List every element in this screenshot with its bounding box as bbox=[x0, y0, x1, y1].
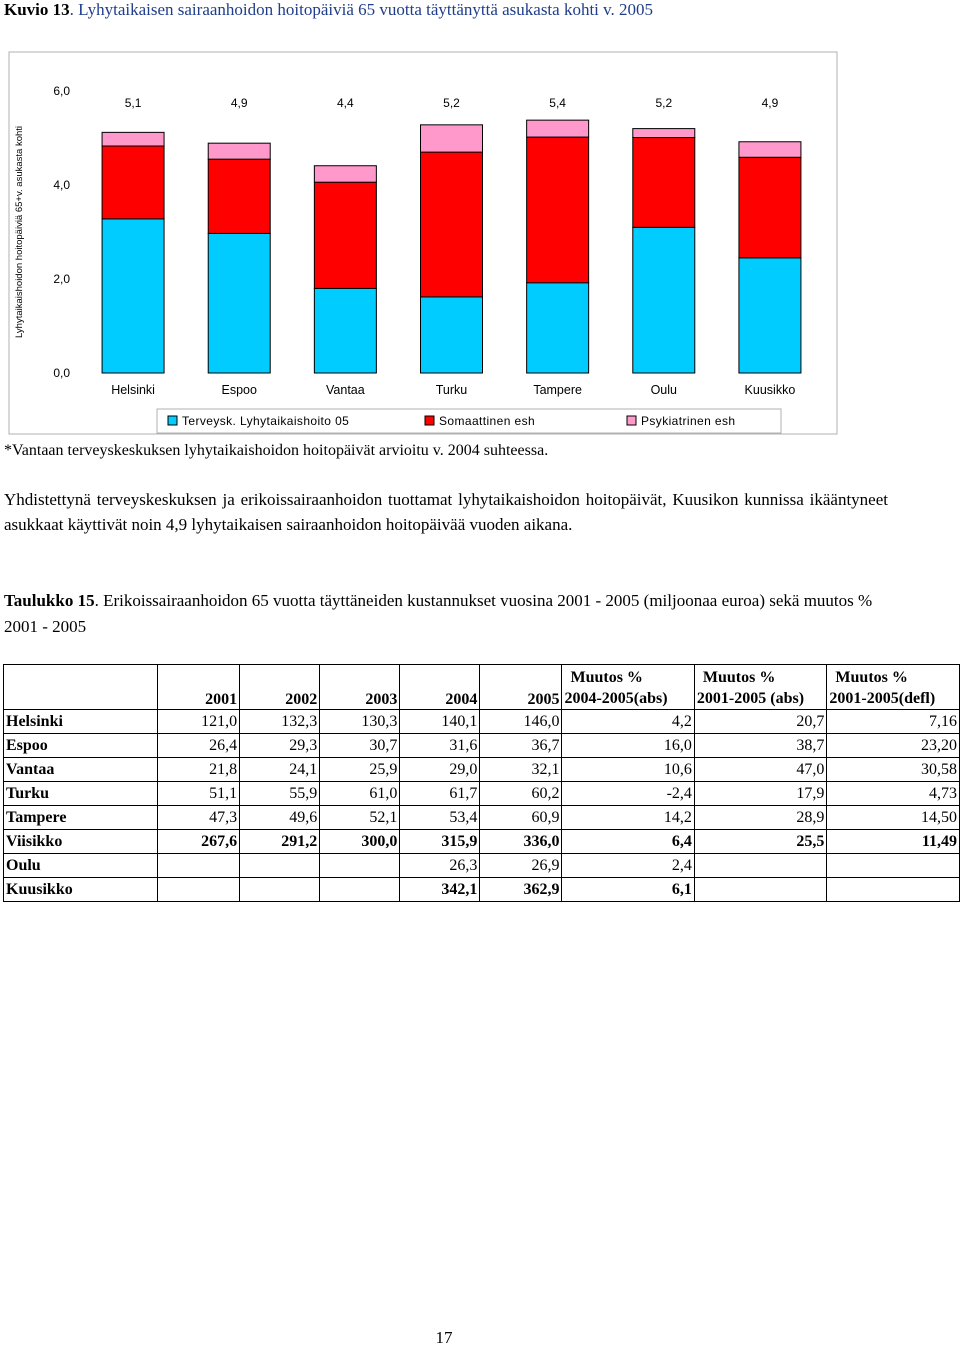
table-row bbox=[4, 782, 960, 806]
cost-table bbox=[3, 664, 960, 902]
y-tick-label: 6,0 bbox=[53, 84, 70, 98]
table-row bbox=[4, 830, 960, 854]
total-label: 5,2 bbox=[443, 96, 460, 110]
x-tick-label: Helsinki bbox=[111, 383, 155, 397]
legend-swatch bbox=[627, 416, 636, 425]
table-cell: 267,6 bbox=[158, 830, 240, 854]
header-muutos-line1: Muutos % bbox=[702, 669, 776, 686]
bar-psykiatrinen bbox=[527, 120, 589, 137]
header-year: 2001 bbox=[158, 665, 240, 710]
bar-terveysk bbox=[314, 288, 376, 373]
header-muutos-line1: Muutos % bbox=[570, 669, 643, 686]
table-cell: 20,7 bbox=[694, 710, 827, 734]
row-name: Helsinki bbox=[4, 710, 158, 734]
table-cell: 49,6 bbox=[240, 806, 320, 830]
header-year: 2002 bbox=[240, 665, 320, 710]
table-cell: 21,8 bbox=[158, 758, 240, 782]
table-cell bbox=[694, 854, 827, 878]
table-cell: 30,58 bbox=[827, 758, 960, 782]
table-cell bbox=[320, 854, 400, 878]
table-cell: 24,1 bbox=[240, 758, 320, 782]
table-cell: 291,2 bbox=[240, 830, 320, 854]
bar-terveysk bbox=[102, 219, 164, 373]
table-cell: 26,4 bbox=[158, 734, 240, 758]
bar-terveysk bbox=[739, 258, 801, 373]
total-label: 4,4 bbox=[337, 96, 354, 110]
table-cell: 2,4 bbox=[562, 854, 694, 878]
x-tick-label: Vantaa bbox=[326, 383, 365, 397]
bar-somaattinen bbox=[102, 146, 164, 219]
x-tick-label: Tampere bbox=[533, 383, 582, 397]
table-cell: 31,6 bbox=[400, 734, 480, 758]
y-tick-label: 2,0 bbox=[53, 272, 70, 286]
table-cell: 52,1 bbox=[320, 806, 400, 830]
table-cell: 60,9 bbox=[480, 806, 562, 830]
figure-label: Kuvio 13 bbox=[4, 0, 70, 19]
table-cell: 55,9 bbox=[240, 782, 320, 806]
x-tick-label: Oulu bbox=[650, 383, 677, 397]
table-cell: 10,6 bbox=[562, 758, 694, 782]
table-cell: 4,2 bbox=[562, 710, 694, 734]
bar-psykiatrinen bbox=[633, 129, 695, 138]
row-name: Kuusikko bbox=[4, 878, 158, 902]
bar-psykiatrinen bbox=[739, 142, 801, 158]
table-cell: 26,9 bbox=[480, 854, 562, 878]
table-cell bbox=[827, 854, 960, 878]
table-cell: 4,73 bbox=[827, 782, 960, 806]
bar-terveysk bbox=[633, 227, 695, 373]
legend-swatch bbox=[425, 416, 434, 425]
table-cell: 25,9 bbox=[320, 758, 400, 782]
table-cell: 7,16 bbox=[827, 710, 960, 734]
legend-label: Somaattinen esh bbox=[439, 414, 536, 428]
table-cell bbox=[320, 878, 400, 902]
y-axis-label: Lyhytaikaishoidon hoitopäiviä 65+v. asukasta kohti bbox=[14, 125, 25, 339]
bar-psykiatrinen bbox=[208, 143, 270, 159]
header-muutos bbox=[694, 665, 827, 710]
table-cell: 14,2 bbox=[562, 806, 694, 830]
table-title bbox=[4, 588, 888, 640]
table-cell: 362,9 bbox=[480, 878, 562, 902]
figure-caption bbox=[4, 0, 653, 20]
figure-caption-text: . Lyhytaikaisen sairaanhoidon hoitopäiviä 65 vuotta täyttänyttä asukasta kohti v. 2005 bbox=[69, 0, 654, 19]
legend-swatch bbox=[168, 416, 177, 425]
table-cell: 11,49 bbox=[827, 830, 960, 854]
bar-terveysk bbox=[421, 297, 483, 373]
table-row bbox=[4, 734, 960, 758]
table-cell: 25,5 bbox=[694, 830, 827, 854]
body-paragraph: Yhdistettynä terveyskeskuksen ja erikoissairaanhoidon tuottamat lyhytaikaishoidon hoitopäivät, Kuusikon kunnissa ikääntyneet asukkaat käyttivät noin 4,9 lyhytaikaisen sairaanhoidon hoitopäivää vuoden aikana. bbox=[4, 490, 888, 534]
table-cell: 121,0 bbox=[158, 710, 240, 734]
table-cell: 32,1 bbox=[480, 758, 562, 782]
row-name: Espoo bbox=[4, 734, 158, 758]
bar-terveysk bbox=[527, 283, 589, 373]
header-muutos bbox=[562, 665, 694, 710]
page-number: 17 bbox=[435, 1328, 453, 1347]
bar-psykiatrinen bbox=[314, 166, 376, 182]
table-header-row bbox=[4, 665, 960, 710]
y-tick-label: 4,0 bbox=[53, 178, 70, 192]
bar-somaattinen bbox=[314, 182, 376, 288]
row-name: Oulu bbox=[4, 854, 158, 878]
x-tick-label: Turku bbox=[435, 383, 468, 397]
header-empty bbox=[4, 665, 158, 710]
table-cell bbox=[694, 878, 827, 902]
table-cell: 28,9 bbox=[694, 806, 827, 830]
table-cell: 38,7 bbox=[694, 734, 827, 758]
header-muutos-line2: 2004-2005(abs) bbox=[564, 690, 668, 707]
table-cell: 336,0 bbox=[480, 830, 562, 854]
row-name: Vantaa bbox=[4, 758, 158, 782]
table-cell: 130,3 bbox=[320, 710, 400, 734]
table-cell: 23,20 bbox=[827, 734, 960, 758]
row-name: Turku bbox=[4, 782, 158, 806]
total-label: 5,1 bbox=[124, 96, 142, 110]
table-cell: 47,3 bbox=[158, 806, 240, 830]
table-cell: 146,0 bbox=[480, 710, 562, 734]
row-name: Viisikko bbox=[4, 830, 158, 854]
table-cell: 61,0 bbox=[320, 782, 400, 806]
x-tick-label: Espoo bbox=[221, 383, 257, 397]
table-cell bbox=[240, 878, 320, 902]
header-year: 2004 bbox=[400, 665, 480, 710]
table-cell: 300,0 bbox=[320, 830, 400, 854]
table-cell: 61,7 bbox=[400, 782, 480, 806]
header-muutos bbox=[827, 665, 960, 710]
table-cell bbox=[240, 854, 320, 878]
chart-svg bbox=[0, 40, 960, 440]
table-row bbox=[4, 710, 960, 734]
bar-somaattinen bbox=[421, 152, 483, 297]
table-label: Taulukko 15 bbox=[4, 591, 95, 610]
y-tick-label: 0,0 bbox=[53, 366, 70, 380]
table-cell: 26,3 bbox=[400, 854, 480, 878]
total-label: 4,9 bbox=[230, 96, 248, 110]
table-row bbox=[4, 806, 960, 830]
table-cell: 140,1 bbox=[400, 710, 480, 734]
table-cell: 36,7 bbox=[480, 734, 562, 758]
bar-somaattinen bbox=[527, 137, 589, 283]
table-cell bbox=[827, 878, 960, 902]
table-row bbox=[4, 878, 960, 902]
table-cell: 14,50 bbox=[827, 806, 960, 830]
table-cell: 60,2 bbox=[480, 782, 562, 806]
total-label: 4,9 bbox=[761, 96, 779, 110]
bar-somaattinen bbox=[739, 157, 801, 258]
table-cell: 342,1 bbox=[400, 878, 480, 902]
table-cell: 29,3 bbox=[240, 734, 320, 758]
table-cell: 47,0 bbox=[694, 758, 827, 782]
header-year: 2003 bbox=[320, 665, 400, 710]
table-cell: 29,0 bbox=[400, 758, 480, 782]
bar-psykiatrinen bbox=[421, 125, 483, 152]
bar-somaattinen bbox=[633, 138, 695, 228]
row-name: Tampere bbox=[4, 806, 158, 830]
table-cell: 6,1 bbox=[562, 878, 694, 902]
table-row bbox=[4, 758, 960, 782]
legend-label: Psykiatrinen esh bbox=[641, 414, 736, 428]
table-cell: 30,7 bbox=[320, 734, 400, 758]
table-cell: 6,4 bbox=[562, 830, 694, 854]
table-cell: 132,3 bbox=[240, 710, 320, 734]
table-cell: 315,9 bbox=[400, 830, 480, 854]
total-label: 5,2 bbox=[655, 96, 673, 110]
legend-label: Terveysk. Lyhytaikaishoito 05 bbox=[182, 414, 350, 428]
table-cell: 53,4 bbox=[400, 806, 480, 830]
header-muutos-line2: 2001-2005(defl) bbox=[829, 690, 936, 707]
total-label: 5,4 bbox=[549, 96, 566, 110]
table-cell bbox=[158, 854, 240, 878]
header-year: 2005 bbox=[480, 665, 562, 710]
table-cell: 17,9 bbox=[694, 782, 827, 806]
table-cell bbox=[158, 878, 240, 902]
header-muutos-line2: 2001-2005 (abs) bbox=[696, 690, 805, 707]
table-cell: 16,0 bbox=[562, 734, 694, 758]
bar-psykiatrinen bbox=[102, 132, 164, 146]
bar-terveysk bbox=[208, 233, 270, 373]
table-title-text: . Erikoissairaanhoidon 65 vuotta täyttäneiden kustannukset vuosina 2001 - 2005 (miljoonaa euroa) sekä muutos % 2001 - 2005 bbox=[4, 591, 873, 636]
table-row bbox=[4, 854, 960, 878]
chart-note: *Vantaan terveyskeskuksen lyhytaikaishoidon hoitopäivät arvioitu v. 2004 suhteessa. bbox=[4, 442, 549, 459]
bar-somaattinen bbox=[208, 159, 270, 233]
table-cell: 51,1 bbox=[158, 782, 240, 806]
table-cell: -2,4 bbox=[562, 782, 694, 806]
stacked-bar-chart bbox=[0, 40, 960, 440]
header-muutos-line1: Muutos % bbox=[835, 669, 908, 686]
x-tick-label: Kuusikko bbox=[744, 383, 796, 397]
